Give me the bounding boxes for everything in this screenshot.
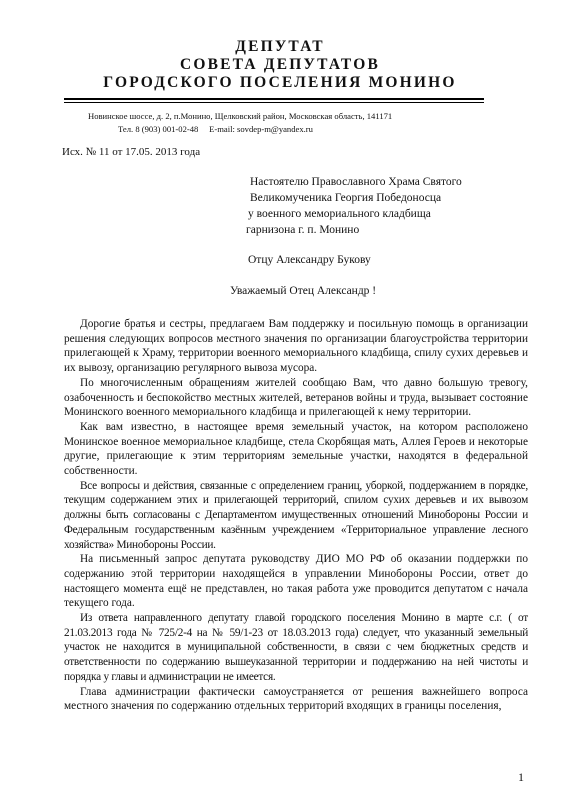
page-number: 1 bbox=[518, 770, 524, 784]
body-paragraph: По многочисленным обращениям жителей сообщаю Вам, что давно большую тревогу, озабоченность и беспокойство местных жителей, ветеранов войны и труда, вызывает состояние Монинского военного мемориального кладбища и прилегающей к нему территории. bbox=[64, 376, 528, 419]
recipient-line-1: Настоятелю Православного Храма Святого bbox=[250, 176, 462, 188]
outgoing-reference: Исх. № 11 от 17.05. 2013 года bbox=[62, 146, 201, 158]
salutation: Уважаемый Отец Александр ! bbox=[230, 285, 377, 297]
header-divider bbox=[64, 98, 484, 103]
header-title-deputy: ДЕПУТАТ bbox=[235, 38, 325, 55]
body-paragraph: Дорогие братья и сестры, предлагаем Вам поддержку и посильную помощь в организации решения следующих вопросов местного значения по организации благоустройства территории прилегающей к Храму, территории военного мемориального кладбища, спилу сухих деревьев и их вывозу, организацию регулярного вывоза мусора. bbox=[64, 318, 528, 375]
contact-phone: Тел. 8 (903) 001-02-48 bbox=[118, 124, 199, 134]
body-paragraph: На письменный запрос депутата руководству ДИО МО РФ об оказании поддержки по содержанию этой территории находящейся в управлении Минобороны России, ответ до настоящего момента ещё не представлен, но такая работа уже проводится депутатом с начала текущего года. bbox=[64, 553, 528, 610]
contact-email: E-mail: sovdep-m@yandex.ru bbox=[209, 124, 313, 134]
letter-body bbox=[64, 317, 528, 714]
recipient-line-4: гарнизона г. п. Монино bbox=[246, 224, 360, 236]
recipient-line-3: у военного мемориального кладбища bbox=[248, 208, 431, 220]
body-paragraph: Все вопросы и действия, связанные с определением границ, уборкой, поддержанием в порядке, текущим содержанием этих и прилегающей территорий, спилом сухих деревьев и их вывозом должны быть согласованы с Департаментом имущественных отношений Минобороны России и Федеральным государственным казённым учреждением «Территориальное управление лесного хозяйства» Минобороны России. bbox=[64, 479, 528, 551]
body-paragraph: Как вам известно, в настоящее время земельный участок, на котором расположено Монинское военное мемориальное кладбище, стела Скорбящая мать, Аллея Героев и некоторые другие, прилегающие к этим территориям земельные участки, находятся в федеральной собственности. bbox=[64, 420, 528, 478]
contact-address: Новинское шоссе, д. 2, п.Монино, Щелковский район, Московская область, 141171 bbox=[88, 111, 393, 121]
body-paragraph: Из ответа направленного депутату главой городского поселения Монино в марте с.г. ( от 21.03.2013 года № 725/2-4 на № 59/1-23 от 18.03.2013 года) следует, что указанный земельный участок не находится в муниципальной собственности, в связи с чем бюджетных средств и ответственности по содержанию вышеуказанной территории и поддержанию на ней чистоты и порядка у главы и администрации не имеется. bbox=[64, 612, 528, 683]
body-paragraph: Глава администрации фактически самоустраняется от решения важнейшего вопроса местного значения по содержанию отдельных территорий входящих в границы поселения, bbox=[64, 685, 528, 713]
header-title-council: СОВЕТА ДЕПУТАТОВ bbox=[179, 56, 381, 73]
recipient-line-2: Великомученика Георгия Победоносца bbox=[250, 192, 442, 204]
contact-phone-email bbox=[118, 124, 313, 135]
header-title-settlement: ГОРОДСКОГО ПОСЕЛЕНИЯ МОНИНО bbox=[103, 74, 457, 91]
addressee-name: Отцу Александру Букову bbox=[248, 254, 371, 266]
